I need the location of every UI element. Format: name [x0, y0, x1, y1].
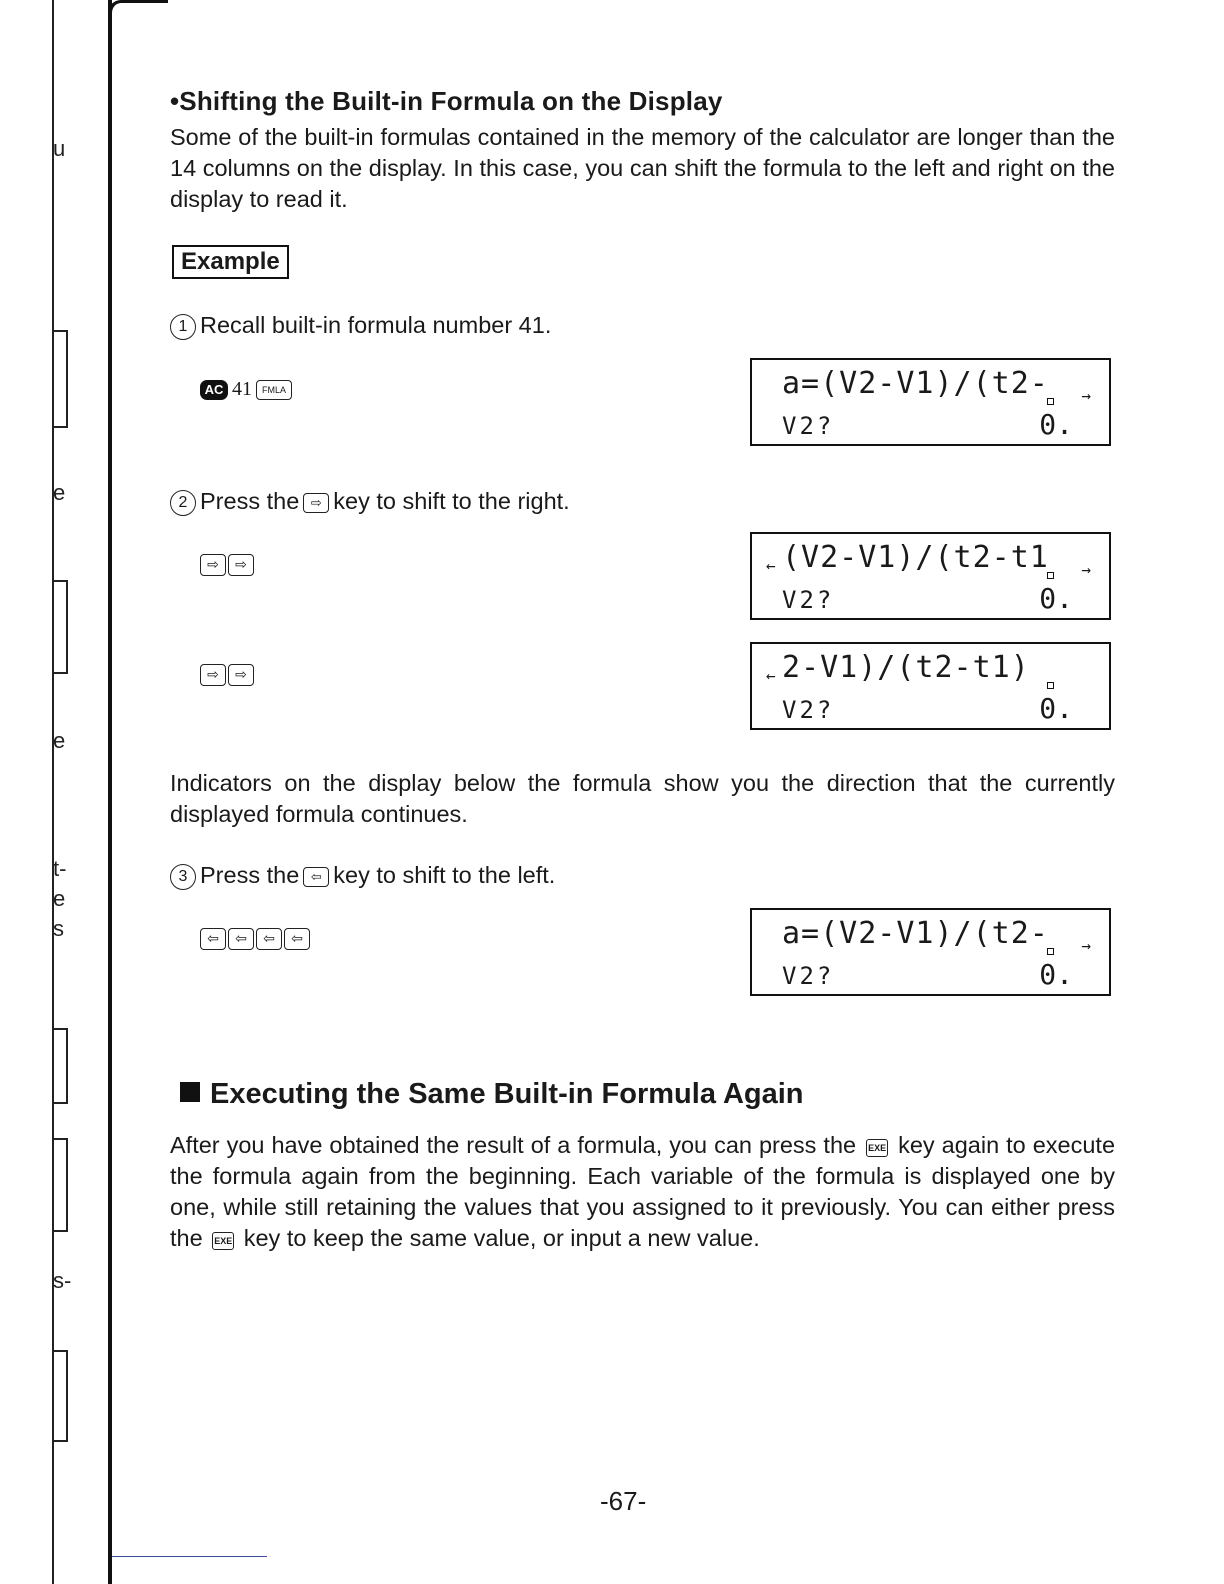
right-arrow-key-icon: ⇨	[200, 664, 226, 686]
lcd-formula-line: 2-V1)/(t2-t1)	[782, 650, 1030, 685]
lcd-value: 0.	[1039, 582, 1073, 615]
left-arrow-indicator-icon: ←	[766, 556, 776, 575]
lcd-value: 0.	[1039, 692, 1073, 725]
edge-fragment: u	[53, 136, 66, 161]
lcd-formula-line: a=(V2-V1)/(t2-	[782, 366, 1049, 401]
exe-key-icon: EXE	[866, 1139, 888, 1157]
lcd-formula-line: a=(V2-V1)/(t2-	[782, 916, 1049, 951]
fmla-key: FMLA	[256, 380, 292, 400]
indicator-square-icon	[1047, 572, 1054, 579]
indicator-square-icon	[1047, 682, 1054, 689]
step-text: Recall built-in formula number 41.	[200, 312, 552, 338]
binding-spine	[108, 0, 112, 1584]
step-number: 3	[170, 864, 196, 890]
key-sequence-3	[200, 664, 254, 686]
left-arrow-indicator-icon: ←	[766, 666, 776, 685]
edge-fragment: e	[53, 886, 66, 911]
footer-rule	[112, 1556, 267, 1557]
edge-fragment: s-	[53, 1268, 72, 1293]
key-sequence-1	[200, 378, 292, 401]
lcd-value: 0.	[1039, 958, 1073, 991]
lcd-formula-line: (V2-V1)/(t2-t1	[782, 540, 1049, 575]
section-intro: Some of the built-in formulas contained in the memory of the calculator are longer than the 14 columns on the display. In this case, you can shift the formula to the left and right on the display to read it.	[170, 124, 1115, 212]
step-number: 2	[170, 490, 196, 516]
lcd-value: 0.	[1039, 408, 1073, 441]
edge-fragment: e	[53, 480, 66, 505]
exe-key-icon: EXE	[212, 1232, 234, 1250]
edge-bracket	[54, 1350, 68, 1442]
step-text-pre: Press the	[200, 488, 300, 514]
left-arrow-key-icon: ⇦	[228, 928, 254, 950]
example-label: Example	[172, 245, 289, 279]
right-arrow-key-icon: ⇨	[228, 664, 254, 686]
section-title-executing	[180, 1078, 804, 1111]
step-text-post: key to shift to the left.	[333, 862, 556, 888]
body-part-3: key to keep the same value, or input a new value.	[243, 1225, 760, 1251]
lcd-display-2	[750, 532, 1111, 620]
right-arrow-key-icon: ⇨	[228, 554, 254, 576]
number-keys: 41	[232, 378, 252, 400]
step-3	[170, 862, 555, 890]
lcd-display-1	[750, 358, 1111, 446]
step-2	[170, 488, 570, 516]
edge-fragment: e	[53, 728, 66, 753]
edge-fragment: s	[53, 916, 64, 941]
square-bullet-icon	[180, 1082, 200, 1102]
body-part-1: After you have obtained the result of a formula, you can press the	[170, 1132, 857, 1158]
lcd-variable-prompt: V2?	[782, 962, 835, 990]
section-title-shifting: •Shifting the Built-in Formula on the Display	[170, 86, 723, 116]
right-arrow-indicator-icon: →	[1081, 386, 1091, 405]
indicator-square-icon	[1047, 948, 1054, 955]
ac-key: AC	[200, 380, 228, 400]
right-arrow-indicator-icon: →	[1081, 560, 1091, 579]
indicator-explanation: Indicators on the display below the formula show you the direction that the currently displayed formula continues.	[170, 770, 1115, 827]
step-1	[170, 312, 551, 340]
indicator-square-icon	[1047, 398, 1054, 405]
scan-edge-line	[52, 0, 54, 1584]
lcd-display-4	[750, 908, 1111, 996]
right-arrow-indicator-icon: →	[1081, 936, 1091, 955]
lcd-variable-prompt: V2?	[782, 696, 835, 724]
lcd-variable-prompt: V2?	[782, 412, 835, 440]
step-text-pre: Press the	[200, 862, 300, 888]
edge-bracket	[54, 330, 68, 428]
left-arrow-key-icon: ⇦	[256, 928, 282, 950]
section-title-text: Executing the Same Built-in Formula Again	[210, 1078, 804, 1110]
step-text-post: key to shift to the right.	[333, 488, 570, 514]
body-part-2: key again to execute the formula again from the beginning. Each variable of the formula is displayed one by one, while still retaining the values that you assigned to it previously. You can either press the	[170, 1132, 1116, 1251]
binding-curl	[108, 0, 168, 13]
left-arrow-key-icon: ⇦	[303, 867, 329, 887]
right-arrow-key-icon: ⇨	[303, 493, 329, 513]
left-arrow-key-icon: ⇦	[200, 928, 226, 950]
right-arrow-key-icon: ⇨	[200, 554, 226, 576]
key-sequence-2	[200, 554, 254, 576]
left-arrow-key-icon: ⇦	[284, 928, 310, 950]
page-number: -67-	[600, 1486, 647, 1516]
section-body	[170, 1130, 1115, 1254]
lcd-variable-prompt: V2?	[782, 586, 835, 614]
step-number: 1	[170, 314, 196, 340]
edge-bracket	[54, 1138, 68, 1232]
lcd-display-3	[750, 642, 1111, 730]
edge-bracket	[54, 580, 68, 674]
edge-bracket	[54, 1028, 68, 1104]
edge-fragment: t-	[53, 856, 67, 881]
key-sequence-4	[200, 928, 310, 950]
